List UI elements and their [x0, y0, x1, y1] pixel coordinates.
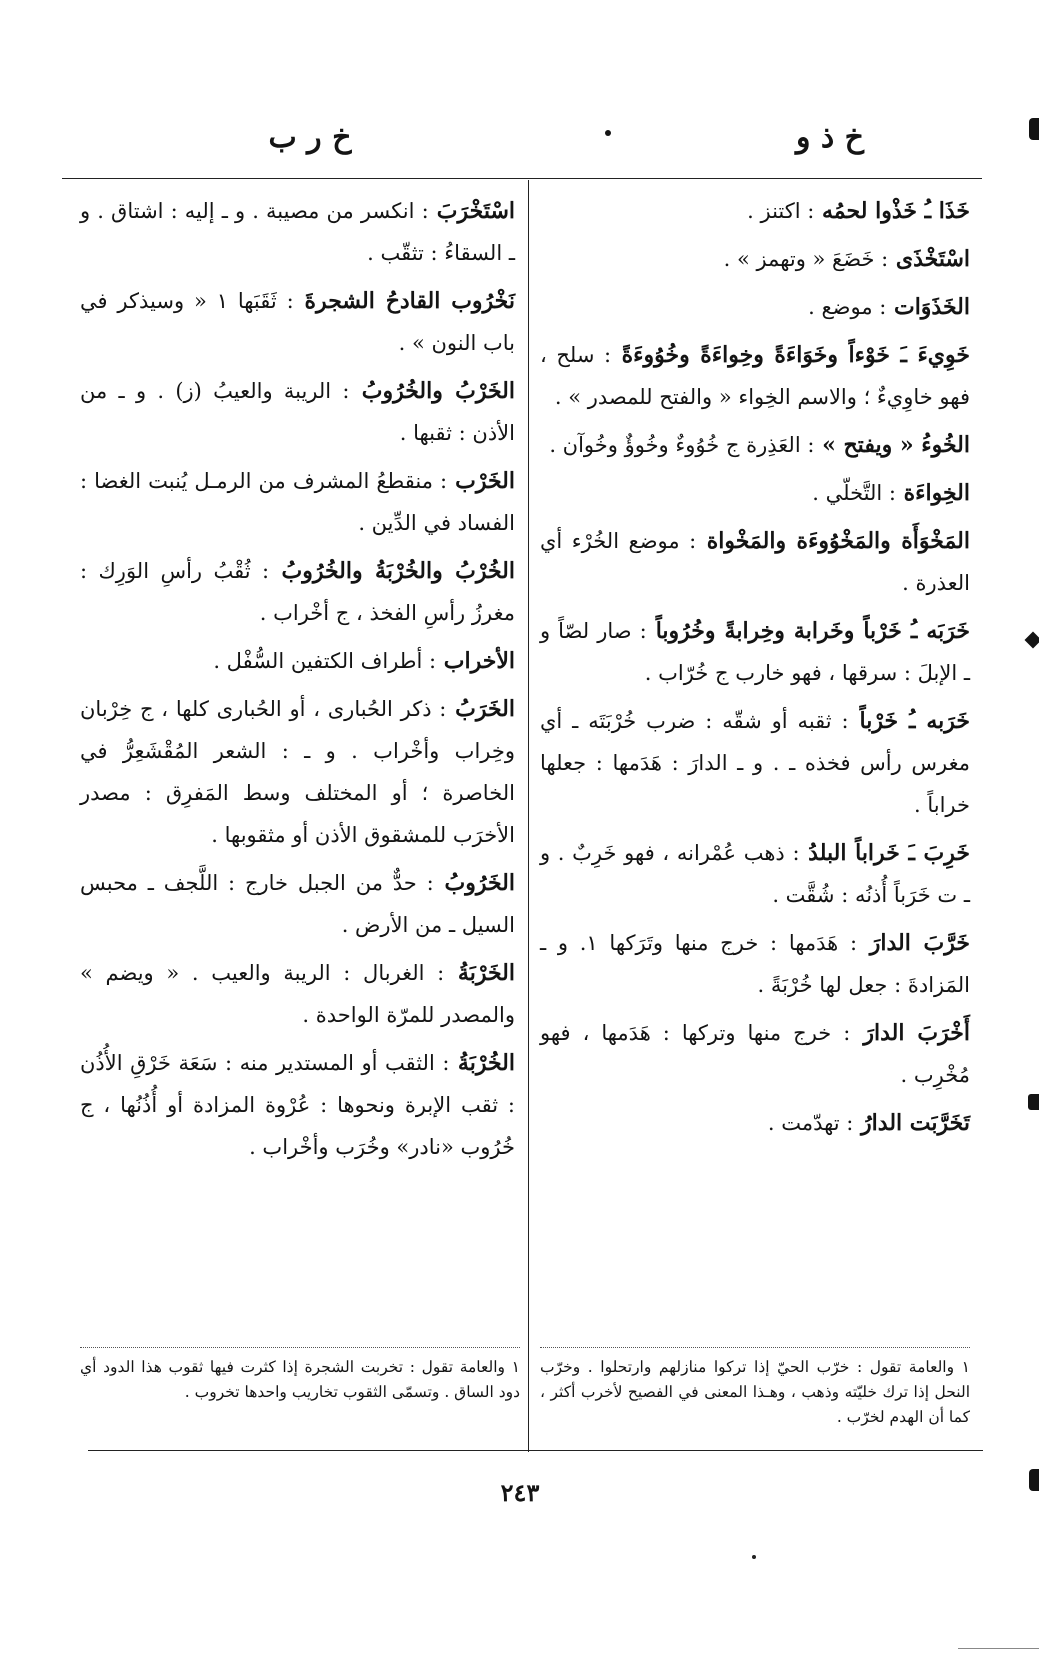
column-divider	[528, 180, 529, 1452]
headword: الخُرْبَةُ	[449, 1050, 515, 1076]
footnote-right: ١ والعامة تقول : خرّب الحيّ إذا تركوا منازلهم وارتحلوا . وخرّب النحل إذا ترك خليّته وذهب ، وهـذا المعنى في الفصيح لأخرب أكثر ، كما أن الهدم لخرّب .	[540, 1358, 970, 1426]
running-header-right-root: خ ذ و	[795, 120, 865, 155]
dictionary-entry: نَخْرُوب القادحُ الشجرةَ : ثَقَبَها ١ « وسيذكر في باب النون » .	[80, 288, 515, 355]
dictionary-entry: اسْتَخْذَى : خَضَعَ « وتهمز » .	[723, 246, 970, 272]
headword: الخُوءُ « ويفتح »	[814, 432, 970, 458]
footnote-rule-left	[80, 1347, 520, 1348]
scan-edge-line	[958, 1648, 1039, 1649]
dictionary-entry: الخِواءَة : التَّخلّي .	[812, 480, 970, 506]
dictionary-entry: اسْتَخْرَبَ : انكسر من مصيبة . و ـ إليه : اشتاق . و ـ السقاءُ : تثقّب .	[80, 198, 516, 265]
headword: تَخَرَّبَت الدارُ	[853, 1110, 970, 1136]
headword: الخَرُوبُ	[433, 870, 515, 896]
footnote-left: ١ والعامة تقول : تخربت الشجرة إذا كثرت فيها ثقوب هذا الدود أي دود الساق . وتسمّى الثقوب تخاريب واحدها تخروب .	[80, 1358, 520, 1401]
headword: خَذَا ـُ خَذْوا لحمُه	[814, 198, 970, 224]
headword: الخَرَبُ	[446, 696, 515, 722]
headword: نَخْرُوب القادحُ الشجرةَ	[293, 288, 515, 314]
right-column	[540, 190, 970, 1150]
headword: خَرِبَ ـَ خَراباً البلدُ	[799, 840, 970, 866]
dictionary-entry: المَخْوَأَة والمَخْوُوءَة والمَخْواة : موضع الخُرْء أي العذرة .	[540, 528, 970, 595]
margin-thumb-mark	[1028, 1094, 1039, 1110]
dictionary-entry: خَرَّبَ الدارَ : هَدَمها : خرج منها وتَرَكها ١. و ـ المَزادةَ : جعل لها خُرْبَةً .	[540, 930, 971, 997]
dictionary-entry: الخُرْبَةُ : الثقب أو المستدير منه : سَعَة خَرْقِ الأُذُن : ثقب الإبرة ونحوها : عُرْوة المزادة أو أُذُنُها ، ج خُرُوب «نادر» وخُرَب وأخْراب .	[80, 1050, 515, 1159]
dictionary-entry: الخَرَبُ : ذكر الحُبارى ، أو الحُبارى كلها ، ج خِرْبان وخِراب وأخْراب . و ـ : الشعر المُقْشَعِرُّ في الخاصرة ؛ أو المختلف وسط المَفرِق : مصدر الأخرَب للمشقوق الأذن أو مثقوبها .	[80, 696, 515, 847]
dictionary-entry: الخُوءُ « ويفتح » : العَذِرة ج خُوُوءٌ وخُوؤٌ وخُوآن .	[549, 432, 970, 458]
dictionary-entry: تَخَرَّبَت الدارُ : تهدّمت .	[767, 1110, 970, 1136]
footer-rule	[88, 1450, 983, 1451]
dictionary-entry: خَرَبَه ـُ خَرْباً وخَرابة وخِرابةً وخُرُوباً : صار لصّاً و ـ الإبلَ : سرقها ، فهو خارب ج خُرّاب .	[540, 618, 971, 685]
headword: خَرَبه ـُ خَرْباً	[848, 708, 970, 734]
headword: الخَذَوَات	[886, 294, 970, 320]
dictionary-entry: خَرِبَ ـَ خَراباً البلدُ : ذهب عُمْرانه ، فهو خَرِبٌ . و ـ ت خَرَباً أُذنُه : شُقَّت .	[540, 840, 970, 907]
headword: خَرَبَه ـُ خَرْباً وخَرابة وخِرابةً وخُرُوباً	[646, 618, 971, 644]
dictionary-entry: الخَرْبُ والخُرُوبُ : الريبة والعيبُ (ز) . و ـ من الأذن : ثقبها .	[80, 378, 515, 445]
dictionary-entry: الخَرْبَةُ : الغربال : الريبة والعيب . « ويضم » والمصدر للمرّة الواحدة .	[80, 960, 515, 1027]
headword: الخِواءَة	[895, 480, 970, 506]
dictionary-entry: خَرَبه ـُ خَرْباً : ثقبه أو شقّه : ضرب خُرْبَتَه ـ أي مغرس رأس فخذه ـ . و ـ الدارَ : هَدَمها : جعلها خراباً .	[540, 708, 970, 817]
dictionary-entry: خَذَا ـُ خَذْوا لحمُه : اكتنز .	[747, 198, 970, 224]
header-rule	[62, 178, 982, 179]
headword: الخَرْبُ والخُرُوبُ	[349, 378, 515, 404]
margin-thumb-mark	[1029, 1469, 1039, 1491]
headword: المَخْوَأَة والمَخْوُوءَة والمَخْواة	[696, 528, 970, 554]
scan-speck	[752, 1555, 756, 1559]
left-column	[80, 190, 515, 1174]
page-number: ٢٤٣	[500, 1478, 540, 1507]
headword: أَخْرَبَ الدارَ	[850, 1020, 970, 1046]
headword: خَوِيءَ ـَ خَوْءاً وخَوَاءَةً وخِواءَةً وخُوُوءَةً	[611, 342, 970, 368]
headword: اسْتَخْذَى	[888, 246, 970, 272]
headword: اسْتَخْرَبَ	[428, 198, 516, 224]
dictionary-entry: الأخراب : أطراف الكتفين السُّفْل .	[213, 648, 515, 674]
footnote-rule-right	[540, 1347, 970, 1348]
dictionary-entry: الخُرْبُ والخُرْبَةُ والخُرُوبُ : ثُقْبُ رأسِ الوَرِك : مغرزُ رأسِ الفخذ ، ج أخْراب .	[80, 558, 515, 625]
dictionary-entry: الخَذَوَات : موضع .	[808, 294, 970, 320]
dictionary-entry: الخَرْب : منقطعُ المشرف من الرمـل يُنبت الغضا : الفساد في الدِّين .	[80, 468, 515, 535]
headword: الأخراب	[436, 648, 515, 674]
margin-thumb-mark	[1025, 632, 1039, 649]
headword: الخُرْبُ والخُرْبَةُ والخُرُوبُ	[269, 558, 515, 584]
margin-thumb-mark	[1029, 118, 1039, 140]
dictionary-entry: خَوِيءَ ـَ خَوْءاً وخَوَاءَةً وخِواءَةً وخُوُوءَةً : سلح ، فهو خاوِيءٌ ؛ والاسم الخِواء « والفتح للمصدر » .	[540, 342, 970, 409]
header-dot-separator	[605, 130, 611, 136]
headword: الخَرْب	[447, 468, 515, 494]
running-header-left-root: خ ر ب	[268, 120, 352, 155]
headword: خَرَّبَ الدارَ	[857, 930, 971, 956]
headword: الخَرْبَةُ	[444, 960, 515, 986]
dictionary-entry: أَخْرَبَ الدارَ : خرج منها وتركها : هَدَمها ، فهو مُخْرِب .	[540, 1020, 970, 1087]
dictionary-entry: الخَرُوبُ : حدٌّ من الجبل خارج : اللَّجف ـ محبس السيل ـ من الأرض .	[80, 870, 515, 937]
